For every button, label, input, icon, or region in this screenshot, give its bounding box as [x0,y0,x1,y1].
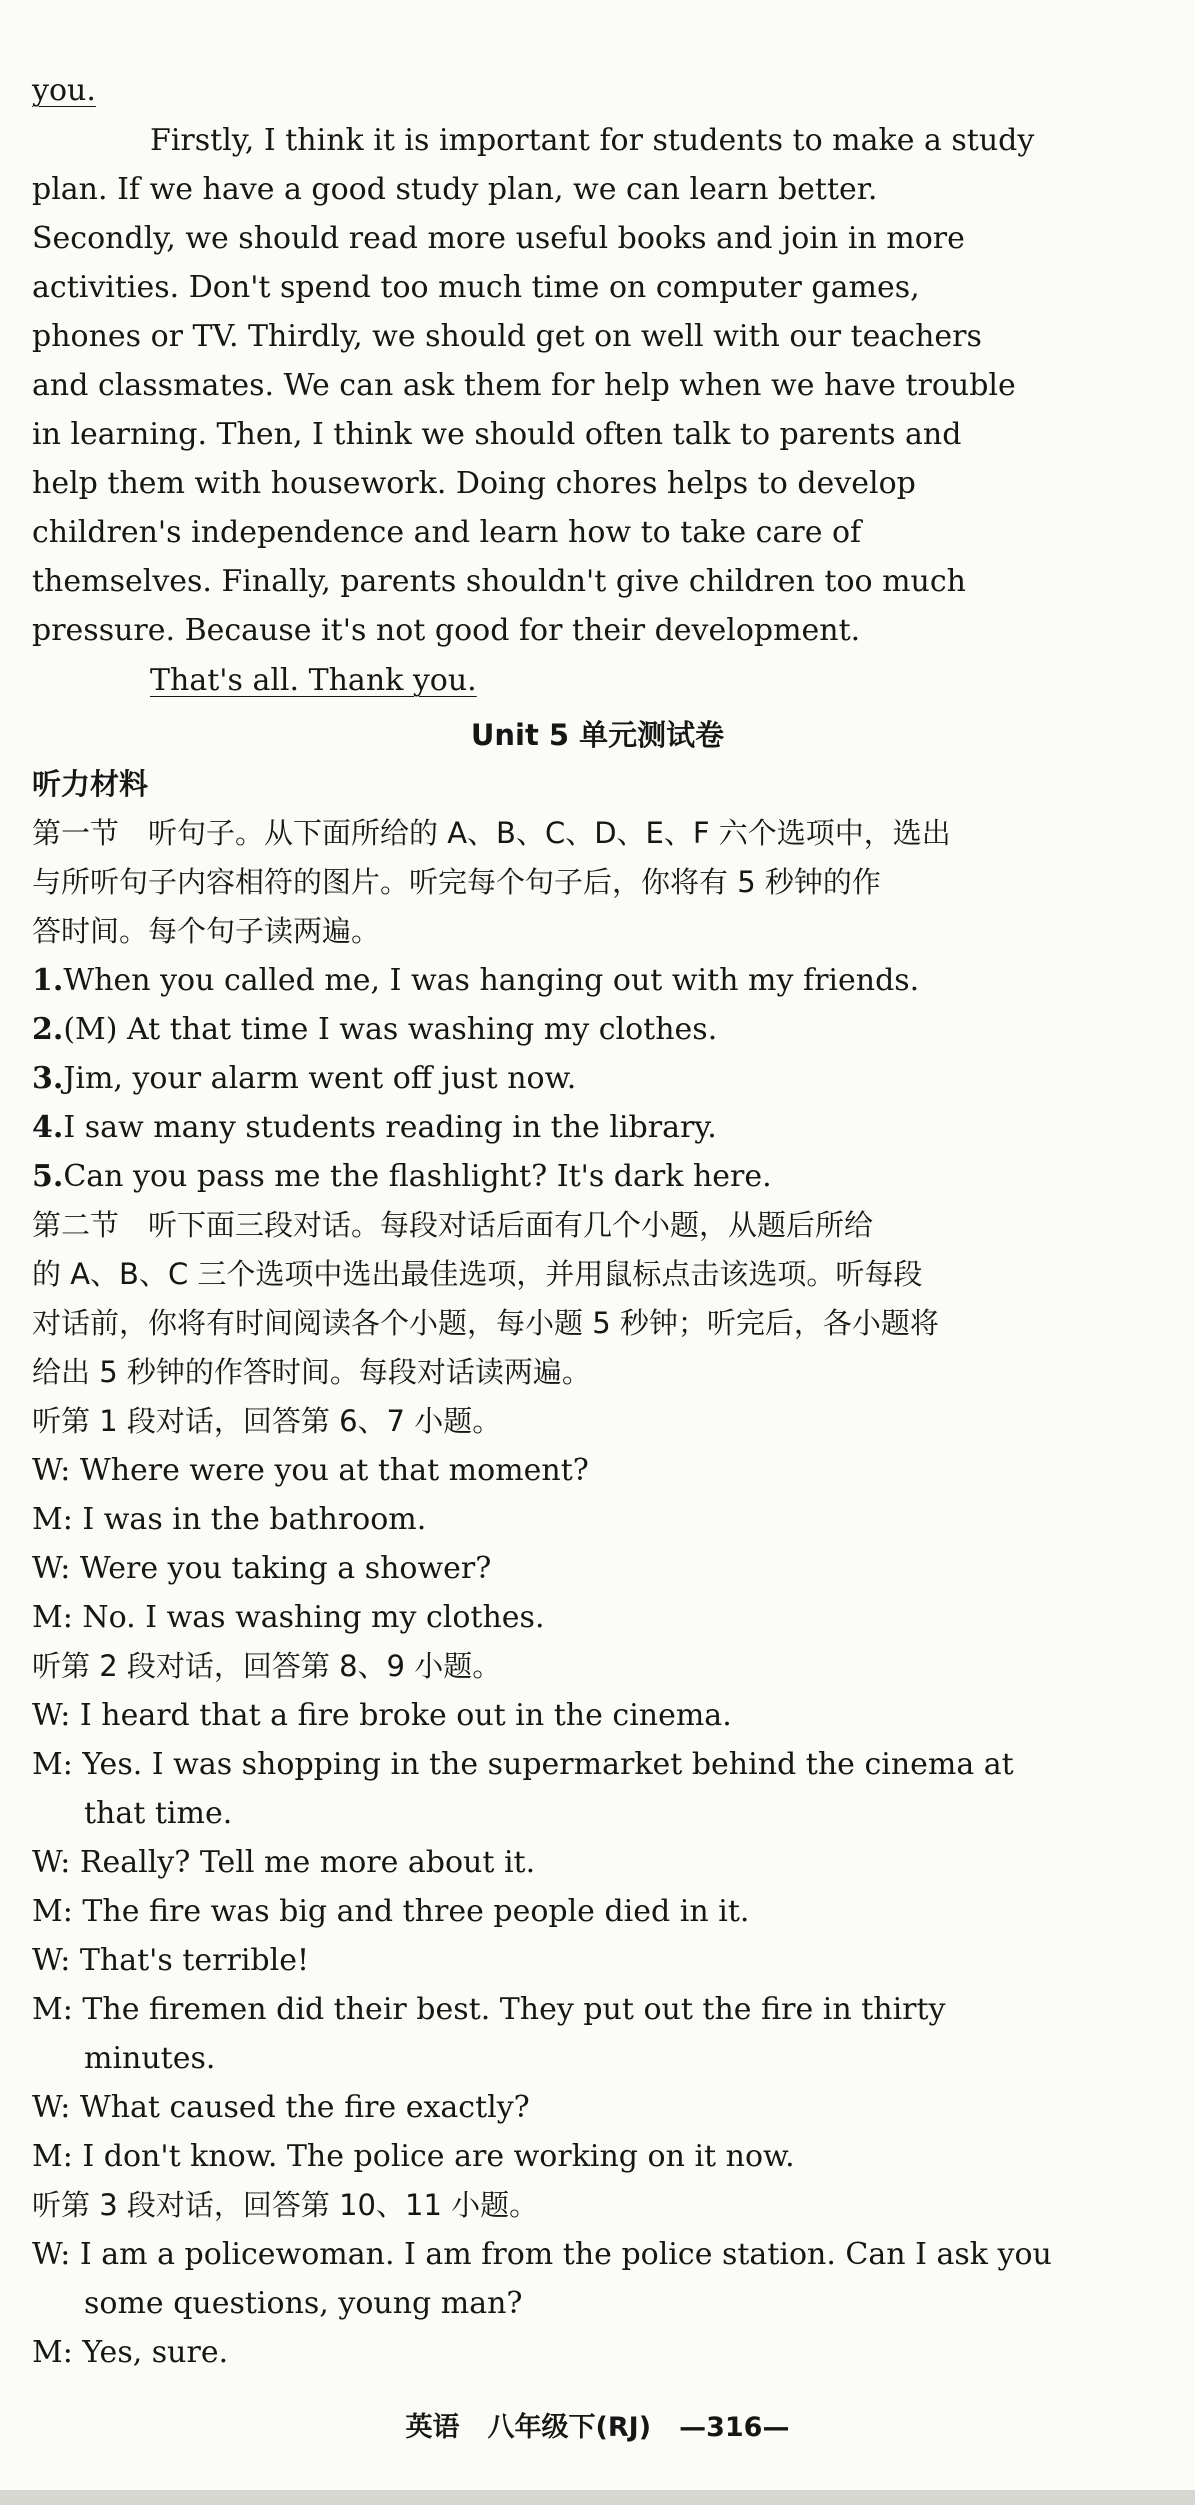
text-line: activities. Don't spend too much time on computer games, [32,270,920,305]
section2-instruction: 给出 5 秒钟的作答时间。每段对话读两遍。 [32,1355,591,1389]
list-item [32,956,1015,1005]
closing-line: That's all. Thank you. [150,663,477,698]
text-line: children's independence and learn how to take care of [32,515,862,550]
text-line: phones or TV. Thirdly, we should get on well with our teachers [32,319,982,354]
dialogue-heading: 听第 3 段对话，回答第 10、11 小题。 [32,2188,539,2222]
listening-heading: 听力材料 [32,767,149,801]
list-item [32,1103,1015,1152]
dialogue-line: M: I was in the bathroom. [32,1502,427,1537]
text-line: pressure. Because it's not good for their development. [32,613,861,648]
page-footer [0,2408,1195,2448]
text-line: and classmates. We can ask them for help when we have trouble [32,368,1016,403]
dialogue-line: W: That's terrible! [32,1943,310,1978]
item-number: 1. [32,963,64,998]
footer-grade: 八年级下(RJ) [487,2412,652,2443]
section1-instruction: 第一节 听句子。从下面所给的 A、B、C、D、E、F 六个选项中，选出 [32,816,951,850]
text-line: themselves. Finally, parents shouldn't give children too much [32,564,966,599]
dialogue-line: W: I heard that a fire broke out in the cinema. [32,1698,732,1733]
text-line: plan. If we have a good study plan, we can learn better. [32,172,878,207]
text-line: help them with housework. Doing chores helps to develop [32,466,916,501]
section2-instruction: 对话前，你将有时间阅读各个小题，每小题 5 秒钟；听完后，各小题将 [32,1306,939,1340]
text-line: you. [32,73,96,108]
section1-instruction: 与所听句子内容相符的图片。听完每个句子后，你将有 5 秒钟的作 [32,865,881,899]
text-line: Secondly, we should read more useful books and join in more [32,221,965,256]
dialogue-line: minutes. [84,2041,216,2076]
item-text: Can you pass me the flashlight? It's dark here. [63,1159,772,1194]
item-text: (M) At that time I was washing my clothes. [63,1012,718,1047]
item-number: 3. [32,1061,64,1096]
item-text: When you called me, I was hanging out with my friends. [63,963,920,998]
text-line: in learning. Then, I think we should often talk to parents and [32,417,962,452]
page-number: —316— [679,2412,790,2443]
dialogue-line: M: The firemen did their best. They put out the fire in thirty [32,1992,946,2027]
dialogue-line: M: Yes. I was shopping in the supermarket behind the cinema at [32,1747,1014,1782]
item-number: 2. [32,1012,64,1047]
dialogue-heading: 听第 2 段对话，回答第 8、9 小题。 [32,1649,502,1683]
list-item [32,1005,1015,1054]
dialogue-heading: 听第 1 段对话，回答第 6、7 小题。 [32,1404,502,1438]
dialogue-line: W: Were you taking a shower? [32,1551,492,1586]
dialogue-line: M: Yes, sure. [32,2335,229,2370]
dialogue-line: that time. [84,1796,233,1831]
item-text: Jim, your alarm went off just now. [63,1061,577,1096]
section2-instruction: 第二节 听下面三段对话。每段对话后面有几个小题，从题后所给 [32,1208,874,1242]
dialogue-line: W: Where were you at that moment? [32,1453,589,1488]
list-item [32,1152,1015,1201]
dialogue-line: W: I am a policewoman. I am from the police station. Can I ask you [32,2237,1052,2272]
dialogue-line: M: I don't know. The police are working on it now. [32,2139,795,2174]
bottom-border [0,2490,1195,2505]
section2-instruction: 的 A、B、C 三个选项中选出最佳选项，并用鼠标点击该选项。听每段 [32,1257,923,1291]
list-item [32,1054,1015,1103]
dialogue-line: M: The fire was big and three people died in it. [32,1894,750,1929]
footer-subject: 英语 [405,2412,460,2443]
item-number: 4. [32,1110,64,1145]
dialogue-line: some questions, young man? [84,2286,523,2321]
dialogue-line: W: Really? Tell me more about it. [32,1845,536,1880]
item-number: 5. [32,1159,64,1194]
text-line: Firstly, I think it is important for students to make a study [150,123,1035,158]
dialogue-line: M: No. I was washing my clothes. [32,1600,545,1635]
section1-instruction: 答时间。每个句子读两遍。 [32,914,381,948]
dialogue-line: W: What caused the fire exactly? [32,2090,530,2125]
item-text: I saw many students reading in the library. [63,1110,717,1145]
unit-title: Unit 5 单元测试卷 [470,718,725,752]
